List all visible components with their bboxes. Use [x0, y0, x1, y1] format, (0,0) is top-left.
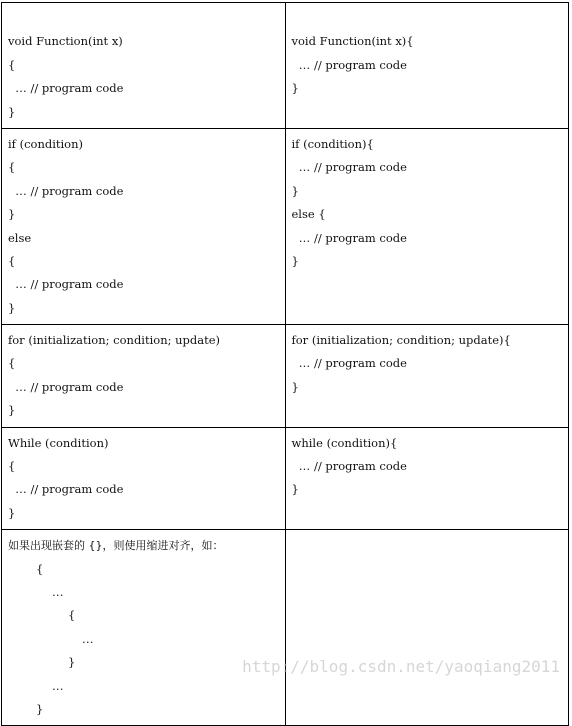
code-line: … // program code [8, 277, 124, 292]
code-line: } [291, 379, 299, 394]
code-line: { [8, 253, 16, 268]
table-row [2, 3, 569, 129]
code-line: { [8, 459, 16, 474]
code-line: if (condition){ [291, 136, 374, 151]
code-line: … // program code [8, 482, 124, 497]
cell-left [2, 3, 286, 129]
code-line [292, 7, 563, 30]
watermark: http://blog.csdn.net/yaoqiang2011 [242, 657, 560, 676]
code-line: } [8, 207, 16, 222]
cell-right [285, 530, 569, 726]
code-line: … // program code [291, 160, 407, 175]
code-line: } [8, 505, 16, 520]
code-line: } [291, 81, 299, 96]
code-line: void Function(int x) [8, 34, 123, 49]
code-line: while (condition){ [291, 435, 398, 450]
code-line: … // program code [8, 81, 124, 96]
code-line [8, 7, 279, 30]
table-row [2, 427, 569, 530]
code-line: } [8, 104, 16, 119]
code-line: … // program code [8, 183, 124, 198]
code-line: … // program code [291, 356, 407, 371]
code-line: … // program code [291, 230, 407, 245]
code-line: for (initialization; condition; update) [8, 333, 221, 348]
code-line: { [68, 608, 76, 623]
cell-right [285, 427, 569, 530]
cell-left [2, 530, 286, 726]
code-line: { [36, 561, 44, 576]
code-line: } [8, 300, 16, 315]
code-line: { [8, 57, 16, 72]
table-row [2, 530, 569, 726]
code-line: … [82, 631, 94, 646]
code-line: } [8, 403, 16, 418]
code-line: … // program code [291, 57, 407, 72]
cell-left [2, 325, 286, 428]
code-line: else [8, 230, 32, 245]
code-line: … [52, 678, 64, 693]
code-line: … // program code [8, 379, 124, 394]
code-line: } [291, 482, 299, 497]
code-line: void Function(int x){ [291, 34, 414, 49]
cell-left [2, 128, 286, 324]
nested-note: 如果出现嵌套的 {}，则使用缩进对齐，如： [8, 539, 224, 553]
code-line: { [8, 160, 16, 175]
code-line: else { [291, 207, 326, 222]
table-row [2, 128, 569, 324]
code-line: } [291, 253, 299, 268]
code-line: … // program code [291, 459, 407, 474]
table-row [2, 325, 569, 428]
code-line: for (initialization; condition; update){ [291, 333, 511, 348]
cell-right [285, 325, 569, 428]
cell-right [285, 3, 569, 129]
cell-right [285, 128, 569, 324]
code-line: } [36, 701, 44, 716]
code-line: if (condition) [8, 136, 84, 151]
code-line: … [52, 584, 64, 599]
cell-left [2, 427, 286, 530]
code-line: { [8, 356, 16, 371]
code-line: } [291, 183, 299, 198]
code-line: While (condition) [8, 435, 109, 450]
code-line: } [68, 655, 76, 670]
comparison-table [1, 2, 569, 726]
